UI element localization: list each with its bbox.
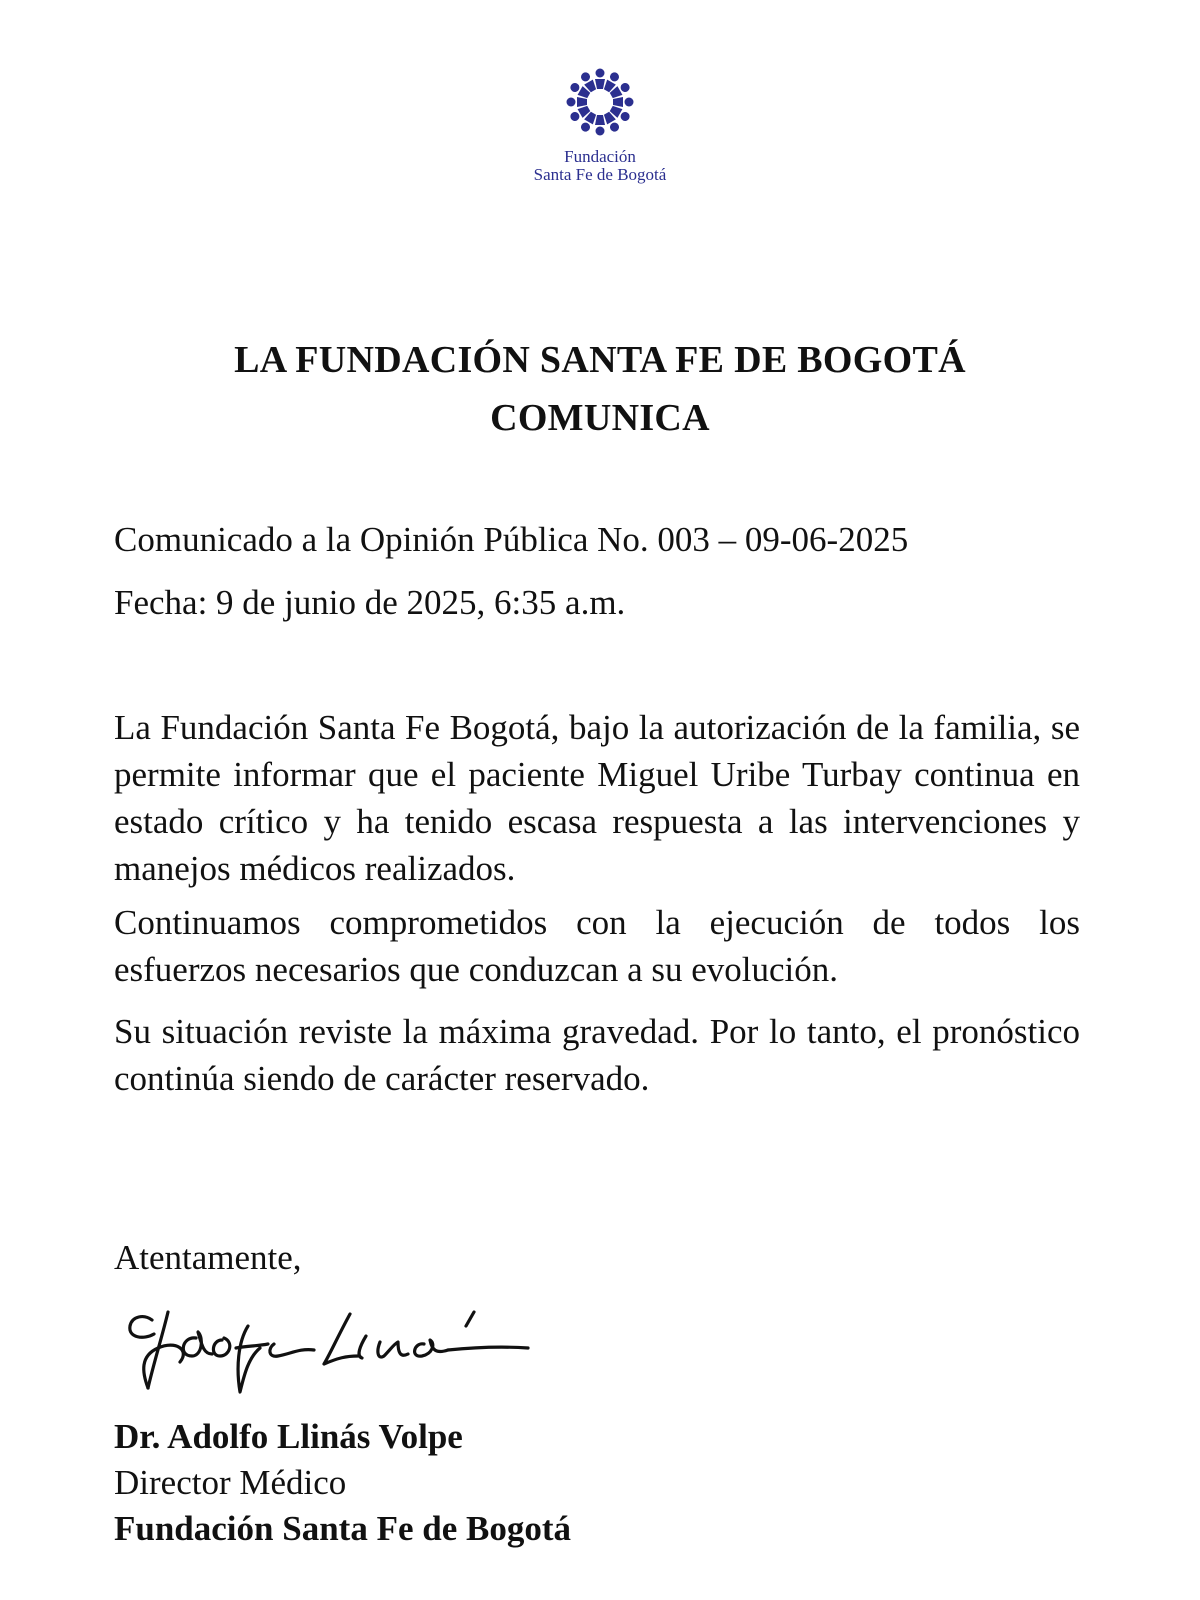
body-paragraph-1: La Fundación Santa Fe Bogotá, bajo la autorización de la familia, se permite informar que el paciente Miguel Uribe Turbay continua en estado crítico y ha tenido escasa respuesta a las intervenciones y manejos médicos realizados. — [114, 708, 1080, 888]
logo-wordmark — [0, 148, 1200, 184]
document-subtitle: COMUNICA — [490, 397, 710, 439]
document-title: LA FUNDACIÓN SANTA FE DE BOGOTÁ — [234, 339, 966, 381]
signer-organization: Fundación Santa Fe de Bogotá — [114, 1509, 571, 1548]
communique-reference: Comunicado a la Opinión Pública No. 003 – 09-06-2025 — [114, 520, 909, 559]
foundation-logo — [0, 62, 1200, 184]
signer-name: Dr. Adolfo Llinás Volpe — [114, 1417, 463, 1456]
foundation-emblem-icon — [560, 62, 640, 142]
body-paragraph-3: Su situación reviste la máxima gravedad. Por lo tanto, el pronóstico continúa siendo de carácter reservado. — [114, 1012, 1080, 1098]
body-paragraph-2: Continuamos comprometidos con la ejecución de todos los esfuerzos necesarios que conduzcan a su evolución. — [114, 903, 1080, 989]
closing-salutation: Atentamente, — [114, 1238, 302, 1277]
communique-date: Fecha: 9 de junio de 2025, 6:35 a.m. — [114, 583, 626, 622]
signature-block — [114, 1414, 571, 1552]
handwritten-signature — [118, 1292, 548, 1402]
logo-line-1: Fundación — [564, 147, 636, 166]
logo-line-2: Santa Fe de Bogotá — [533, 165, 667, 184]
signer-title: Director Médico — [114, 1463, 347, 1502]
